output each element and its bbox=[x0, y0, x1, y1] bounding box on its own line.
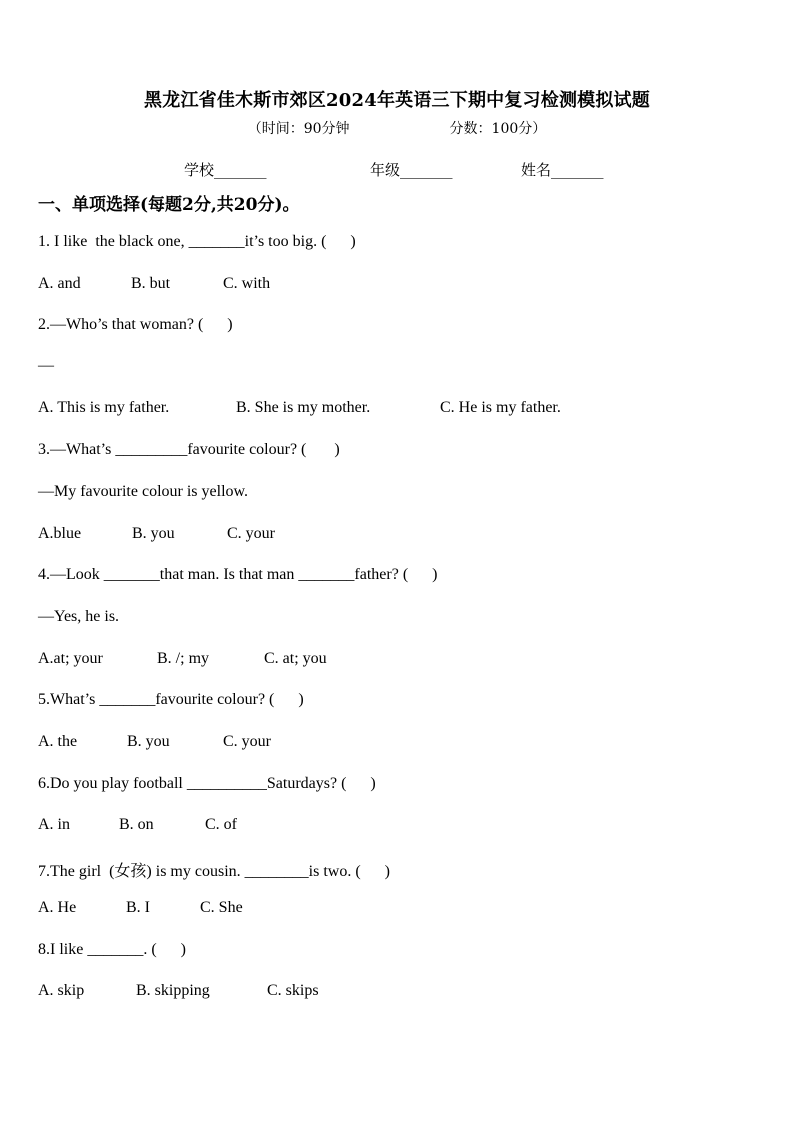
page-title: 黑龙江省佳木斯市郊区2024年英语三下期中复习检测模拟试题 bbox=[144, 90, 650, 111]
question-6-option-c: C. of bbox=[205, 816, 237, 833]
question-3-option-a: A.blue bbox=[38, 525, 82, 542]
question-2-option-a: A. This is my father. bbox=[38, 399, 170, 416]
question-7-option-b: B. I bbox=[126, 899, 150, 916]
student-fields bbox=[184, 159, 604, 180]
question-6-stem: 6.Do you play football __________Saturdays? ( ) bbox=[38, 775, 376, 792]
question-8-stem: 8.I like _______. ( ) bbox=[38, 941, 186, 958]
question-3-answer-line: —My favourite colour is yellow. bbox=[38, 483, 249, 500]
question-4-stem: 4.—Look _______that man. Is that man _______father? ( ) bbox=[38, 566, 438, 583]
question-5-stem: 5.What’s _______favourite colour? ( ) bbox=[38, 691, 304, 708]
question-2-answer-line: — bbox=[38, 357, 54, 374]
question-7-option-a: A. He bbox=[38, 899, 77, 916]
question-5-option-c: C. your bbox=[223, 733, 271, 750]
question-1-option-a: A. and bbox=[38, 275, 81, 292]
question-4-option-a: A.at; your bbox=[38, 650, 103, 667]
question-8-option-b: B. skipping bbox=[136, 982, 210, 999]
section-title: 一、单项选择(每题2分,共20分)。 bbox=[38, 195, 300, 215]
question-3-stem: 3.—What’s _________favourite colour? ( ) bbox=[38, 441, 340, 458]
question-8-option-c: C. skips bbox=[267, 982, 319, 999]
grade-field: 年级_______ bbox=[370, 161, 453, 179]
name-field: 姓名_______ bbox=[521, 161, 604, 179]
question-6-option-a: A. in bbox=[38, 816, 70, 833]
question-6-option-b: B. on bbox=[119, 816, 154, 833]
question-4-option-c: C. at; you bbox=[264, 650, 327, 667]
score-info: 分数：100分） bbox=[449, 121, 547, 137]
school-field: 学校_______ bbox=[184, 161, 267, 179]
question-2-stem: 2.—Who’s that woman? ( ) bbox=[38, 316, 233, 333]
question-1-option-c: C. with bbox=[223, 275, 271, 292]
question-3-option-b: B. you bbox=[132, 525, 175, 542]
question-3-option-c: C. your bbox=[227, 525, 275, 542]
question-8-option-a: A. skip bbox=[38, 982, 85, 999]
question-7-option-c: C. She bbox=[200, 899, 243, 916]
question-5-option-b: B. you bbox=[127, 733, 170, 750]
question-2-option-b: B. She is my mother. bbox=[236, 399, 371, 416]
question-5-option-a: A. the bbox=[38, 733, 78, 750]
question-2-option-c: C. He is my father. bbox=[440, 399, 561, 416]
question-4-answer-line: —Yes, he is. bbox=[38, 608, 120, 625]
question-1-stem: 1. I like the black one, _______it’s too big. ( ) bbox=[38, 233, 356, 250]
exam-meta bbox=[0, 118, 794, 138]
question-7-stem: 7.The girl (女孩) is my cousin. ________is two. ( ) bbox=[38, 863, 390, 880]
question-1-option-b: B. but bbox=[131, 275, 171, 292]
time-info: （时间：90分钟 bbox=[247, 121, 350, 137]
question-4-option-b: B. /; my bbox=[157, 650, 210, 667]
